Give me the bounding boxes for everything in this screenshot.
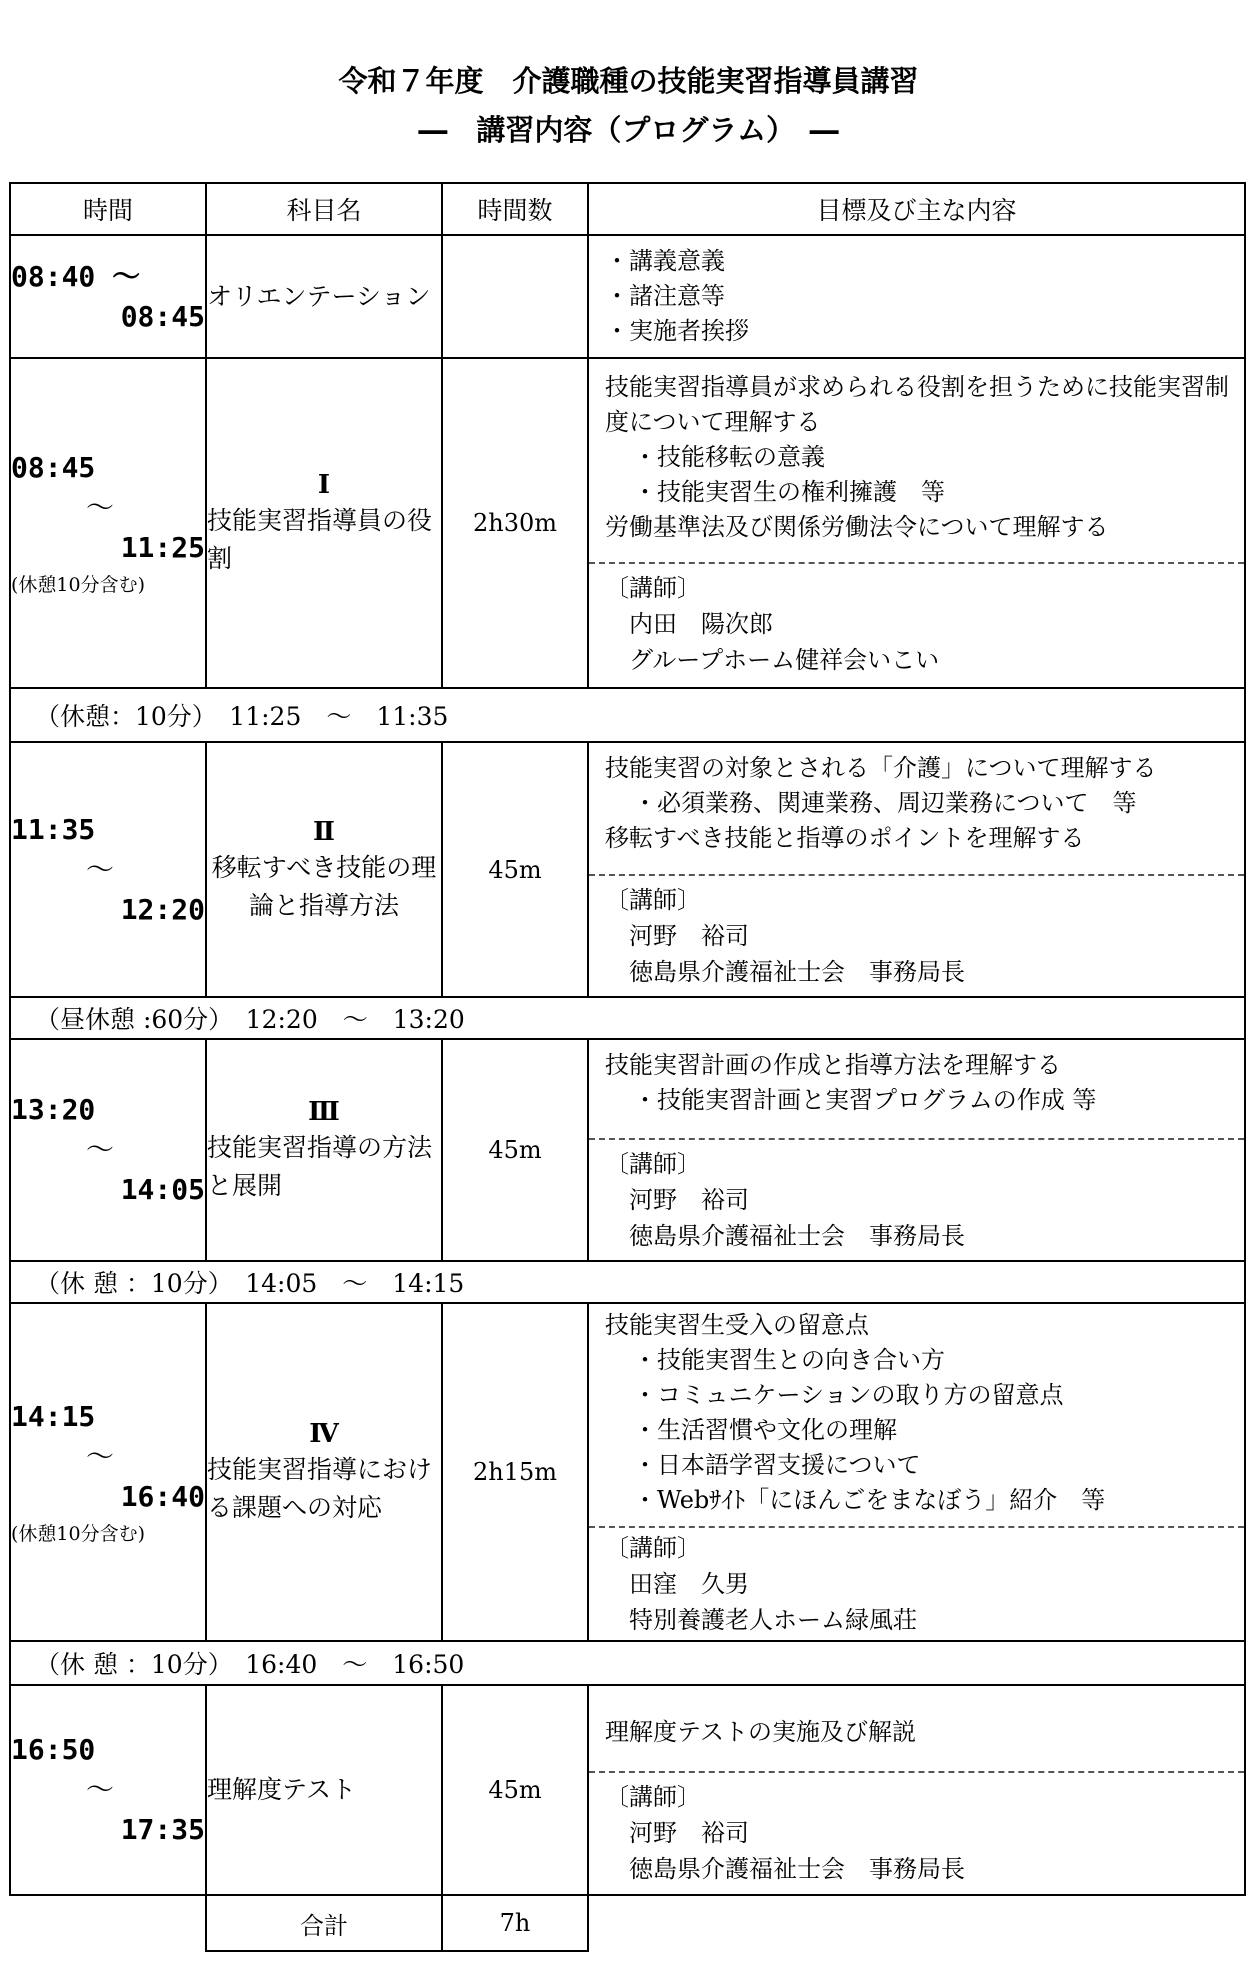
content-line: ・生活習慣や文化の理解: [633, 1416, 897, 1444]
session-subject-text: 移転すべき技能の理論と指導方法: [211, 852, 437, 920]
content-line: ・実施者挨拶: [605, 317, 749, 345]
session-subject: [206, 742, 442, 997]
lecturer-affiliation: 徳島県介護福祉士会 事務局長: [629, 1222, 965, 1250]
lecturer-label: 〔講師〕: [605, 574, 701, 602]
session-end: 14:05: [120, 1173, 205, 1206]
session-row-5: [10, 1685, 1245, 1895]
session-end: 17:35: [120, 1813, 205, 1846]
session-subject-text: 技能実習指導員の役割: [207, 506, 433, 573]
header-hours: 時間数: [442, 183, 588, 235]
session-roman-numeral: Ⅲ: [308, 1097, 340, 1127]
session-row-3: [10, 1039, 1245, 1261]
lecturer-label: 〔講師〕: [605, 886, 701, 914]
session-subject: [206, 1303, 442, 1641]
content-line: 労働基準法及び関係労働法令について理解する: [605, 513, 1109, 541]
session-time: [10, 358, 206, 688]
session-end: 12:20: [120, 892, 205, 926]
content-line: 技能実習計画の作成と指導方法を理解する: [605, 1051, 1061, 1079]
lecturer-affiliation: 徳島県介護福祉士会 事務局長: [629, 1855, 965, 1883]
lecturer-name: 田窪 久男: [629, 1570, 749, 1598]
header-content: 目標及び主な内容: [588, 183, 1245, 235]
lecturer-affiliation: 特別養護老人ホーム緑風荘: [629, 1606, 917, 1634]
total-label: 合計: [206, 1895, 442, 1951]
lecturer-name: 河野 裕司: [629, 1819, 749, 1847]
session-separator: ～: [86, 491, 115, 524]
session-hours: 45m: [442, 742, 588, 997]
session-roman-numeral: Ⅰ: [317, 470, 331, 500]
header-time: 時間: [10, 183, 206, 235]
content-line: 移転すべき技能と指導のポイントを理解する: [605, 824, 1085, 852]
session-subject: [206, 358, 442, 688]
break-row: [10, 1261, 1245, 1303]
content-line: ・技能実習生との向き合い方: [633, 1346, 945, 1374]
session-end: 11:25: [120, 531, 205, 564]
session-note: (休憩10分含む): [11, 1523, 146, 1545]
session-start: 16:50: [11, 1733, 96, 1766]
break-text: （休 憩 ：10分） 16:40 ～ 16:50: [10, 1641, 1245, 1685]
session-time: [10, 1039, 206, 1261]
break-row: [10, 688, 1245, 742]
session-content: [588, 1303, 1245, 1641]
session-separator: ～: [86, 1440, 115, 1473]
session-time: [10, 235, 206, 358]
content-line: ・日本語学習支援について: [633, 1451, 921, 1479]
lecturer-affiliation: 徳島県介護福祉士会 事務局長: [629, 958, 965, 986]
content-line: ・技能移転の意義: [633, 443, 825, 471]
break-text: （休憩：10分） 11:25 ～ 11:35: [10, 688, 1245, 742]
lecturer-block: [589, 874, 1244, 996]
session-hours: 2h15m: [442, 1303, 588, 1641]
session-subject: [206, 1039, 442, 1261]
lecturer-block: [589, 1138, 1244, 1260]
lecturer-label: 〔講師〕: [605, 1534, 701, 1562]
session-subject: オリエンテーション: [206, 235, 442, 358]
lecturer-label: 〔講師〕: [605, 1150, 701, 1178]
content-line: ・技能実習生の権利擁護 等: [633, 478, 945, 506]
document-title: 令和７年度 介護職種の技能実習指導員講習: [338, 64, 919, 98]
session-subject-text: 技能実習指導における課題への対応: [207, 1455, 433, 1522]
content-line: 技能実習生受入の留意点: [605, 1311, 869, 1339]
lecturer-block: [589, 1771, 1244, 1893]
lecturer-name: 河野 裕司: [629, 922, 749, 950]
content-line: ・コミュニケーションの取り方の留意点: [633, 1381, 1064, 1409]
session-start: 13:20: [11, 1093, 96, 1126]
session-end: 16:40: [120, 1480, 205, 1513]
program-table: [9, 182, 1246, 1952]
session-subject-text: 技能実習指導の方法と展開: [207, 1133, 433, 1200]
total-hours: 7h: [442, 1895, 588, 1951]
session-subject: [206, 1685, 442, 1895]
lecturer-block: [589, 1526, 1244, 1640]
break-text: （休 憩 ：10分） 14:05 ～ 14:15: [10, 1261, 1245, 1303]
lecturer-name: 河野 裕司: [629, 1186, 749, 1214]
session-time: [10, 1303, 206, 1641]
session-row-4: [10, 1303, 1245, 1641]
content-line: ・技能実習計画と実習プログラムの作成 等: [633, 1086, 1097, 1114]
content-line: ・諸注意等: [605, 282, 725, 310]
session-separator: ～: [86, 1133, 115, 1166]
session-subject-text: 理解度テスト: [207, 1775, 357, 1804]
lecturer-name: 内田 陽次郎: [629, 610, 773, 638]
session-row-2: [10, 742, 1245, 997]
content-line: 理解度テストの実施及び解説: [605, 1718, 917, 1746]
session-content: [588, 1039, 1245, 1261]
session-content: [588, 235, 1245, 358]
session-start: 11:35: [11, 812, 96, 846]
lecturer-affiliation: グループホーム健祥会いこい: [629, 646, 940, 674]
break-row: [10, 997, 1245, 1039]
lecturer-block: [589, 562, 1244, 684]
session-content: [588, 742, 1245, 997]
session-roman-numeral: Ⅳ: [309, 1419, 339, 1449]
break-row: [10, 1641, 1245, 1685]
session-row-orientation: [10, 235, 1245, 358]
session-row-1: [10, 358, 1245, 688]
session-hours: 45m: [442, 1039, 588, 1261]
session-end: 08:45: [120, 299, 205, 333]
session-hours: 45m: [442, 1685, 588, 1895]
session-separator: ～: [86, 1773, 115, 1806]
session-time: [10, 742, 206, 997]
session-note: (休憩10分含む): [11, 574, 146, 596]
content-line: 技能実習の対象とされる「介護」について理解する: [605, 754, 1157, 782]
session-start: 14:15: [11, 1400, 96, 1433]
header-subject: 科目名: [206, 183, 442, 235]
session-separator: ～: [86, 852, 115, 886]
content-line: ・必須業務、関連業務、周辺業務について 等: [633, 789, 1137, 817]
session-start: 08:45: [11, 451, 96, 484]
session-roman-numeral: Ⅱ: [313, 816, 335, 847]
session-content: [588, 1685, 1245, 1895]
total-row: [10, 1895, 1245, 1951]
lecturer-label: 〔講師〕: [605, 1783, 701, 1811]
session-time: [10, 1685, 206, 1895]
document-subtitle: ― 講習内容（プログラム） ―: [418, 113, 839, 147]
session-content: [588, 358, 1245, 688]
content-line: ・Webｻｲﾄ「にほんごをまなぼう」紹介 等: [633, 1486, 1106, 1514]
session-hours: [442, 235, 588, 358]
header-row: [10, 183, 1245, 235]
session-hours: 2h30m: [442, 358, 588, 688]
content-line: 技能実習指導員が求められる役割を担うために技能実習制度について理解する: [605, 373, 1229, 436]
content-line: ・講義意義: [605, 247, 725, 275]
session-start: 08:40 ～: [11, 259, 141, 293]
break-text: （昼休憩 :60分） 12:20 ～ 13:20: [10, 997, 1245, 1039]
